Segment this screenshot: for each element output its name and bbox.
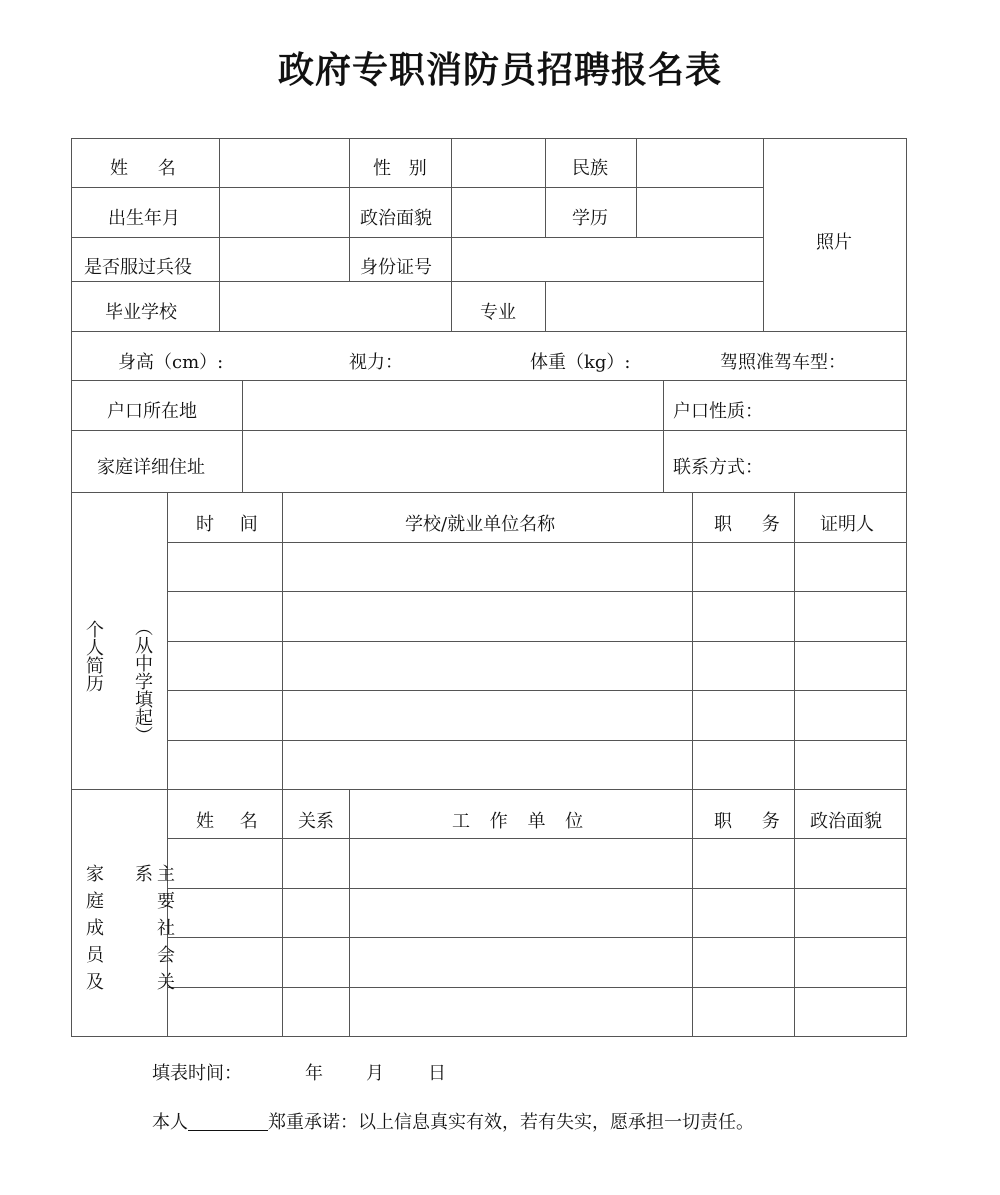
label-military: 是否服过兵役 — [84, 257, 192, 278]
resume-header-school: 学校/就业单位名称 — [405, 514, 556, 535]
label-major: 专业 — [480, 302, 516, 323]
resume-side-note: （从中学填起） — [132, 618, 153, 744]
family-side-label-right: 主要社会关系 — [132, 864, 175, 999]
label-education: 学历 — [572, 208, 608, 229]
label-id-number: 身份证号 — [360, 257, 432, 278]
pledge-text: 郑重承诺：以上信息真实有效，若有失实，愿承担一切责任。 — [268, 1112, 754, 1133]
family-header-relation: 关系 — [298, 811, 334, 832]
label-contact: 联系方式： — [673, 457, 763, 478]
pledge-prefix: 本人 — [152, 1112, 188, 1133]
label-weight: 体重（kg）: — [530, 352, 631, 373]
family-header-political: 政治面貌 — [810, 811, 882, 832]
family-header-name: 姓 名 — [196, 811, 258, 832]
signature-blank[interactable] — [188, 1112, 268, 1131]
resume-side-label: 个人简历 — [83, 620, 104, 692]
date-label: 填表时间： — [152, 1063, 242, 1084]
family-side-label-left: 家庭成员及 — [83, 864, 104, 999]
label-school: 毕业学校 — [105, 302, 177, 323]
label-address: 家庭详细住址 — [97, 457, 205, 478]
resume-header-position: 职 务 — [714, 514, 780, 535]
pledge-line — [152, 1108, 754, 1134]
label-height: 身高（cm）: — [118, 352, 224, 373]
family-header-position: 职 务 — [714, 811, 780, 832]
date-year: 年 — [305, 1063, 323, 1084]
photo-placeholder: 照片 — [816, 232, 852, 253]
label-name: 姓 名 — [110, 158, 176, 179]
label-political: 政治面貌 — [360, 208, 432, 229]
label-hukou: 户口所在地 — [107, 401, 197, 422]
label-birth: 出生年月 — [108, 208, 180, 229]
label-gender: 性 别 — [373, 158, 427, 179]
label-license: 驾照准驾车型： — [720, 352, 846, 373]
label-hukou-type: 户口性质： — [673, 401, 763, 422]
date-day: 日 — [428, 1063, 446, 1084]
resume-header-reference: 证明人 — [820, 514, 874, 535]
label-vision: 视力： — [349, 352, 403, 373]
page-title: 政府专职消防员招聘报名表 — [277, 49, 722, 91]
label-ethnicity: 民族 — [572, 158, 608, 179]
date-month: 月 — [366, 1063, 384, 1084]
resume-header-time: 时 间 — [196, 514, 258, 535]
family-header-employer: 工 作 单 位 — [452, 811, 584, 832]
